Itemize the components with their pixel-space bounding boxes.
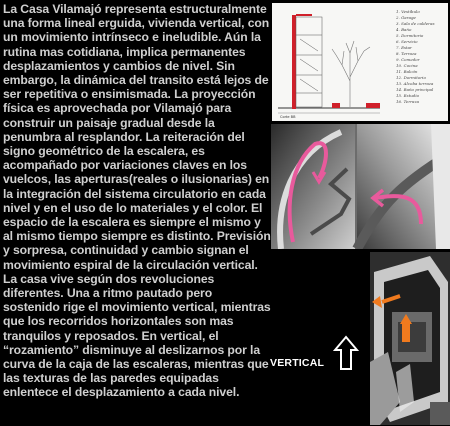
legend-item: 4. Baño bbox=[396, 27, 412, 32]
stair-photos bbox=[271, 124, 450, 249]
legend-item: 6. Servicio bbox=[396, 39, 418, 44]
stair-photos-svg bbox=[271, 124, 450, 249]
section-drawing-svg bbox=[272, 3, 448, 121]
legend-item: 12. Dormitorio bbox=[396, 75, 426, 80]
paragraph-1: La Casa Vilamajó representa estructuralmente una forma lineal erguida, vivienda vertical, con un movimiento intrínseco e ineludible. Aún la rutina mas cotidiana, implica permanentes desplazamientos y cambios de nivel. Sin embargo, la dinámica del transito está lejos de ser repetitiva o ensimismada. La proyección física es aprovechada por Vilamajó para construir un paisaje gradual desde la penumbra al resplandor. La reiteración del signo geométrico de la escalera, es acompañado por variaciones claves en los vuelcos, las aperturas(reales o ilusionarias) en la integración del sistema circulatorio en cada nivel y en el uso de lo materiales y el color. El espacio de la escalera es siempre el mismo y al mismo tiempo siempre es distinto. Previsión y sorpresa, continuidad y cambio signan el movimiento espiral de la circulación vertical. bbox=[3, 2, 271, 272]
aerial-photo bbox=[370, 252, 450, 425]
scale-label: Corte BB bbox=[280, 115, 296, 119]
legend-item: 16. Terraza bbox=[396, 99, 420, 104]
legend-item: 13. Alcoba terraza bbox=[396, 81, 434, 86]
legend-item: 5. Dormitorio bbox=[396, 33, 424, 38]
legend-item: 10. Cocina bbox=[396, 63, 418, 68]
description-text bbox=[3, 2, 271, 400]
legend-item: 3. Sala de calderas bbox=[396, 21, 435, 26]
aerial-photo-svg bbox=[370, 252, 450, 425]
legend-item: 11. Balcón bbox=[396, 69, 418, 74]
section-drawing bbox=[272, 3, 448, 121]
legend-item: 15. Estudio bbox=[396, 93, 420, 98]
legend-item: 2. Garage bbox=[396, 15, 416, 20]
legend-item: 1. Vestíbulo bbox=[396, 9, 420, 14]
legend-item: 7. Estar bbox=[396, 45, 412, 50]
vertical-label: VERTICAL bbox=[270, 357, 325, 369]
up-arrow-icon bbox=[333, 335, 359, 371]
paragraph-2: La casa vive según dos revoluciones diferentes. Una a ritmo pautado pero sostenido rige el movimiento vertical, mientras que los recorridos horizontales son mas tranquilos y reposados. En vertical, el “rozamiento” disminuye al deslizarnos por la curva de la caja de las escaleras, mientras que las texturas de las paredes equipadas enlentece el desplazamiento a cada nivel. bbox=[3, 271, 271, 400]
legend-item: 9. Comedor bbox=[396, 57, 420, 62]
legend-item: 8. Terraza bbox=[396, 51, 417, 56]
legend-item: 14. Baño principal bbox=[396, 87, 434, 92]
